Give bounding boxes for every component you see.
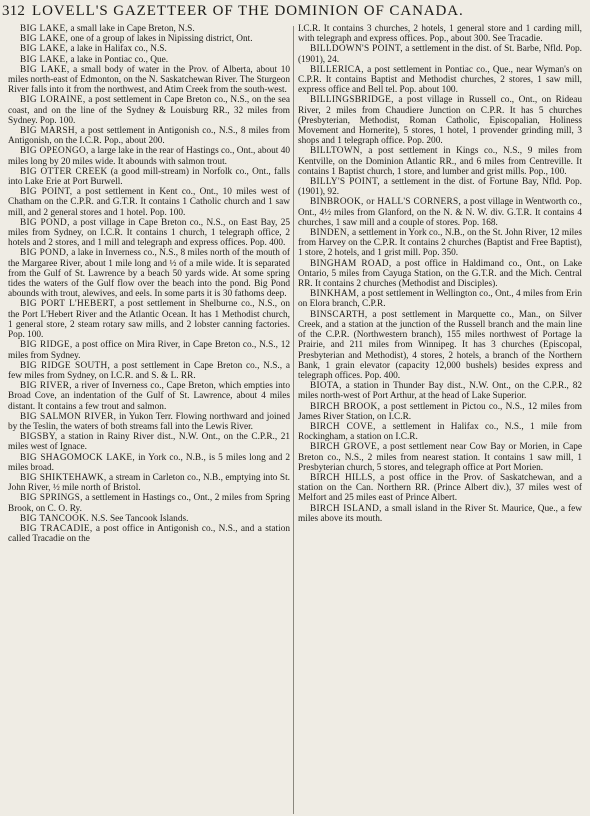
entry-headword: BILLDOWN'S POINT, bbox=[310, 44, 403, 55]
entry-headword: BINDEN, bbox=[310, 228, 350, 239]
gazetteer-entry bbox=[8, 65, 290, 96]
entry-text: a settlement in York co., N.B., on the St. John River, 12 miles from Harvey on the C.P.R. It contains 2 churches (Baptist and Free Baptist), 1 store, 2 hotels, and 1 grist mill. Pop. 350. bbox=[298, 228, 582, 259]
gazetteer-entry bbox=[298, 422, 582, 442]
entry-headword: BIG SALMON RIVER, bbox=[20, 411, 117, 422]
gazetteer-entry bbox=[298, 228, 582, 259]
entry-text: one of a group of lakes in Nipissing district, Ont. bbox=[68, 34, 253, 45]
entry-text: a settlement in the dist. of St. Barbe, Nfld. Pop. (1901), 24. bbox=[298, 44, 582, 65]
entry-text: a post village in Cape Breton co., N.S., on East Bay, 25 miles from Sydney, on I.C.R. It contains 1 church, 1 telegraph office, 2 hotels and 2 stores, and 1 mill and telegraph and express offices. Pop. 400. bbox=[8, 217, 290, 249]
page-header bbox=[2, 2, 588, 22]
gazetteer-entry bbox=[8, 493, 290, 513]
entry-text: a settlement in Halifax co., N.S., 1 mile from Rockingham, a station on I.C.R. bbox=[298, 421, 582, 443]
entry-text: a lake in Pontiac co., Que. bbox=[68, 54, 169, 65]
entry-text: a post village in Wentworth co., Ont., 4½ miles from Glanford, on the N. & N. W. div. G.T.R. It contains 4 churches, 1 saw mill and a couple of stores. Pop. 168. bbox=[298, 197, 582, 228]
entry-text: a station in Thunder Bay dist., N.W. Ont., on the C.P.R., 82 miles north-west of Port Arthur, at the head of Lake Superior. bbox=[298, 381, 582, 402]
entry-text: a settlement in Hastings co., Ont., 2 miles from Spring Brook, on C. O. Ry. bbox=[8, 493, 290, 514]
gazetteer-entry bbox=[298, 402, 582, 422]
entry-headword: BINSCARTH, bbox=[310, 309, 368, 320]
gazetteer-entry bbox=[8, 187, 290, 218]
gazetteer-entry bbox=[8, 44, 290, 54]
entry-headword: BIG LAKE, bbox=[20, 54, 69, 65]
entry-headword: BIRCH BROOK, bbox=[310, 401, 381, 412]
entry-headword: BILLERICA, bbox=[310, 64, 364, 75]
entry-headword: BIGSBY, bbox=[20, 432, 58, 443]
entry-headword: BIG LORAINE, bbox=[20, 95, 86, 106]
running-title: LOVELL'S GAZETTEER OF THE DOMINION OF CANADA. bbox=[32, 3, 464, 19]
entry-text: a post settlement in Kings co., N.S., 9 miles from Kentville, on the Dominion Atlantic RR., and 6 miles from Centreville. It contains 1 Baptist church, 1 store, and lumber and grist mills. Pop., 100. bbox=[298, 146, 582, 177]
entry-headword: BIRCH HILLS, bbox=[310, 472, 376, 483]
entry-text: a settlement in the dist. of Fortune Bay, Nfld. Pop. (1901), 92. bbox=[298, 177, 582, 198]
entry-headword: BIG TRACADIE, bbox=[20, 523, 93, 534]
entry-headword: BIG RIDGE, bbox=[20, 340, 73, 351]
entry-headword: BIG LAKE, bbox=[20, 24, 69, 34]
entry-headword: BIG OTTER CREEK bbox=[20, 166, 108, 177]
entry-text: (a good mill-stream) in Norfolk co., Ont., falls into Lake Erie at Port Burwell. bbox=[8, 166, 290, 188]
gazetteer-entry bbox=[298, 259, 582, 290]
gazetteer-entry bbox=[8, 248, 290, 299]
gazetteer-entry bbox=[8, 524, 290, 544]
gazetteer-entry bbox=[8, 340, 290, 360]
gazetteer-entry bbox=[8, 514, 290, 524]
entry-headword: BIG LAKE, bbox=[20, 44, 69, 55]
gazetteer-entry bbox=[298, 24, 582, 44]
entry-headword: BINKHAM, bbox=[310, 289, 360, 300]
entry-text: a post settlement in Wellington co., Ont., 4 miles from Erin on Elora branch, C.P.R. bbox=[298, 289, 582, 310]
entry-headword: BILLY'S POINT, bbox=[310, 177, 381, 188]
entry-text: a post settlement in Antigonish co., N.S., 8 miles from Antigonish, on the I.C.R. Pop., about 200. bbox=[8, 126, 290, 147]
gazetteer-entry bbox=[8, 24, 290, 34]
gazetteer-entry bbox=[8, 473, 290, 493]
entry-headword: BIG OPEONGO, bbox=[20, 146, 89, 157]
entry-headword: BIG SPRINGS, bbox=[20, 493, 83, 504]
entry-text: a lake in Halifax co., N.S. bbox=[68, 44, 167, 55]
entry-text: a post settlement in Marquette co., Man., on Silver Creek, and a station at the junction of the Russell branch and the main line of the C.P.R. (Northwestern branch), 155 miles northwest of Portage la Prairie, and 211 miles from Winnipeg. It has 3 churches (Episcopal, Presbyterian and Methodist), 4 stores, 2 hotels, a branch of the Northern Bank, 1 grain elevator (capacity 12,000 bushels) besides express and telegraph offices. Pop. 400. bbox=[298, 309, 582, 381]
gazetteer-entry bbox=[8, 218, 290, 249]
gazetteer-entry bbox=[8, 146, 290, 166]
gazetteer-entry bbox=[298, 504, 582, 524]
entry-headword: BIG POND, bbox=[20, 248, 69, 259]
gazetteer-entry bbox=[8, 55, 290, 65]
entry-text: a large lake in the rear of Hastings co., Ont., about 40 miles long by 20 miles wide. It abounds with salmon trout. bbox=[8, 146, 290, 167]
entry-headword: BILLINGSBRIDGE, bbox=[310, 95, 394, 106]
left-column bbox=[8, 24, 290, 816]
entry-headword: BIG RIVER, bbox=[20, 381, 72, 392]
gazetteer-entry bbox=[8, 126, 290, 146]
entry-headword: BIG LAKE, bbox=[20, 34, 69, 45]
gazetteer-entry bbox=[298, 289, 582, 309]
entry-headword: BIG LAKE, bbox=[20, 64, 70, 75]
gazetteer-entry bbox=[298, 65, 582, 96]
gazetteer-entry bbox=[298, 146, 582, 177]
entry-headword: BILLTOWN, bbox=[310, 146, 363, 157]
gazetteer-entry bbox=[8, 412, 290, 432]
entry-text: a post settlement in Shelburne co., N.S., on the Port L'Hebert River and the Atlantic Ocean. It has 1 Methodist church, 1 general store, 2 steam rotary saw mills, and 2 lobster canning factories. Pop. 100. bbox=[8, 299, 290, 341]
right-column bbox=[298, 24, 582, 816]
entry-headword: BINGHAM ROAD, bbox=[310, 258, 392, 269]
entry-text: in York co., N.B., is 5 miles long and 2 miles broad. bbox=[8, 452, 290, 473]
entry-headword: BIRCH COVE, bbox=[310, 421, 376, 432]
entry-headword: BIG POND, bbox=[20, 217, 70, 228]
gazetteer-entry bbox=[8, 34, 290, 44]
entry-text: a lake in Inverness co., N.S., 8 miles north of the mouth of the Margaree River, about 1 mile long and ½ of a mile wide. It is separated from the Gulf of St. Lawrence by a beach 50 yards wide. At some spring tides the waters of the Gulf flow over the beach into the pond. Big Pond abounds with trout, alewives, and eels. In some parts it is 30 fathoms deep. bbox=[8, 248, 290, 300]
entry-headword: BIOTA, bbox=[310, 381, 342, 392]
column-divider bbox=[293, 26, 294, 814]
entry-headword: BIG SHAGOMOCK LAKE, bbox=[20, 452, 135, 463]
gazetteer-entry bbox=[8, 95, 290, 126]
gazetteer-entry bbox=[8, 381, 290, 412]
entry-text: a post office in Antigonish co., N.S., and a station called Tracadie on the bbox=[8, 523, 290, 545]
entry-text: a small body of water in the Prov. of Alberta, about 10 miles north-east of Edmonton, on the N. Saskatchewan River. The Sturgeon River falls into it from the northwest, and Atim Creek from the south-west. bbox=[8, 64, 290, 96]
entry-text: a post settlement in Kent co., Ont., 10 miles west of Chatham on the C.P.R. and G.T.R. It contains 1 Catholic church and 1 saw mill, and 2 general stores and 1 hotel. Pop. 100. bbox=[8, 187, 290, 218]
entry-text: a post office in the Prov. of Saskatchewan, and a station on the Can. Northern RR. (Prince Albert div.), 37 miles west of Melfort and 25 miles east of Prince Albert. bbox=[298, 472, 582, 504]
entry-headword: BIRCH GROVE, bbox=[310, 442, 380, 453]
entry-text: a post settlement in Pontiac co., Que., near Wyman's on C.P.R. It contains Baptist and Methodist churches, 2 stores, 1 saw mill, express office and Bell tel. Pop. about 100. bbox=[298, 64, 582, 96]
gazetteer-entry bbox=[298, 44, 582, 64]
entry-text: a post office on Mira River, in Cape Breton co., N.S., 12 miles from Sydney. bbox=[8, 340, 290, 361]
gazetteer-entry bbox=[298, 197, 582, 228]
entry-text: a post settlement in Pictou co., N.S., 12 miles from James River Station, on I.C.R. bbox=[298, 401, 582, 422]
entry-text: a small island in the River St. Maurice, Que., a few miles above its mouth. bbox=[298, 503, 582, 524]
gazetteer-entry bbox=[298, 177, 582, 197]
entry-headword: BIG RIDGE SOUTH, bbox=[20, 360, 111, 371]
entry-headword: BIG MARSH, bbox=[20, 126, 78, 137]
entry-text: a post settlement near Cow Bay or Morien, in Cape Breton co., N.S., 2 miles from nearest station. It contains 1 saw mill, 1 Presbyterian church, 5 stores, and telegraph office at Port Morien. bbox=[298, 442, 582, 473]
entry-text: a stream in Carleton co., N.B., emptying into St. John River, ½ mile north of Bristol. bbox=[8, 472, 290, 494]
entry-headword: BIG SHIKTEHAWK, bbox=[20, 472, 107, 483]
entry-headword: BIG PORT L'HEBERT, bbox=[20, 299, 117, 310]
page-number: 312 bbox=[2, 3, 26, 19]
entry-text: a post village in Russell co., Ont., on Rideau River, 2 miles from Chaudiere Junction on C.P.R. It has 5 churches (Presbyterian, Methodist, Roman Catholic, Episcopalian, Holiness Movement and Hornerite), 5 stores, 1 hotel, 1 provender grinding mill, 3 shops and 1 telegraph office. Pop. 200. bbox=[298, 95, 582, 147]
entry-text: a post settlement in Cape Breton co., N.S., a few miles from Sydney, on I.C.R. and S. & L. RR. bbox=[8, 360, 290, 381]
gazetteer-entry bbox=[8, 299, 290, 340]
gazetteer-entry bbox=[8, 167, 290, 187]
gazetteer-entry bbox=[8, 453, 290, 473]
gazetteer-entry bbox=[298, 95, 582, 146]
entry-headword: BIRCH ISLAND, bbox=[310, 503, 382, 514]
gazetteer-entry bbox=[8, 361, 290, 381]
entry-text: a river of Inverness co., Cape Breton, which empties into Broad Cove, an indentation of the Gulf of St. Lawrence, about 4 miles distant. It contains a few trout and salmon. bbox=[8, 381, 290, 412]
entry-text: I.C.R. It contains 3 churches, 2 hotels, 1 general store and 1 carding mill, with telegraph and express offices. Pop., about 300. See Tracadie. bbox=[298, 24, 582, 45]
entry-text: a post office in Haldimand co., Ont., on Lake Ontario, 5 miles from Cayuga Station, on the G.T.R. and the Mich. Central RR. It contains 2 churches (Methodist and Disciples). bbox=[298, 258, 582, 290]
gazetteer-entry bbox=[298, 473, 582, 504]
entry-text: a station in Rainy River dist., N.W. Ont., on the C.P.R., 21 miles west of Ignace. bbox=[8, 432, 290, 453]
entry-headword: BIG TANCOOK. bbox=[20, 513, 89, 524]
gazetteer-entry bbox=[298, 442, 582, 473]
entry-text: a post settlement in Cape Breton co., N.S., on the sea coast, and on the line of the Sydney & Louisburg RR., 32 miles from Sydney. Pop. 100. bbox=[8, 95, 290, 126]
entry-text: a small lake in Cape Breton, N.S. bbox=[68, 24, 195, 34]
gazetteer-entry bbox=[298, 310, 582, 381]
entry-headword: BINBROOK, or HALL'S CORNERS, bbox=[310, 197, 462, 208]
entry-text: in Yukon Terr. Flowing northward and joined by the Teslin, the waters of both streams fall into the Lewis River. bbox=[8, 411, 290, 432]
entry-headword: BIG POINT, bbox=[20, 187, 73, 198]
entry-text: N.S. See Tancook Islands. bbox=[88, 513, 189, 524]
gazetteer-entry bbox=[298, 381, 582, 401]
gazetteer-entry bbox=[8, 432, 290, 452]
